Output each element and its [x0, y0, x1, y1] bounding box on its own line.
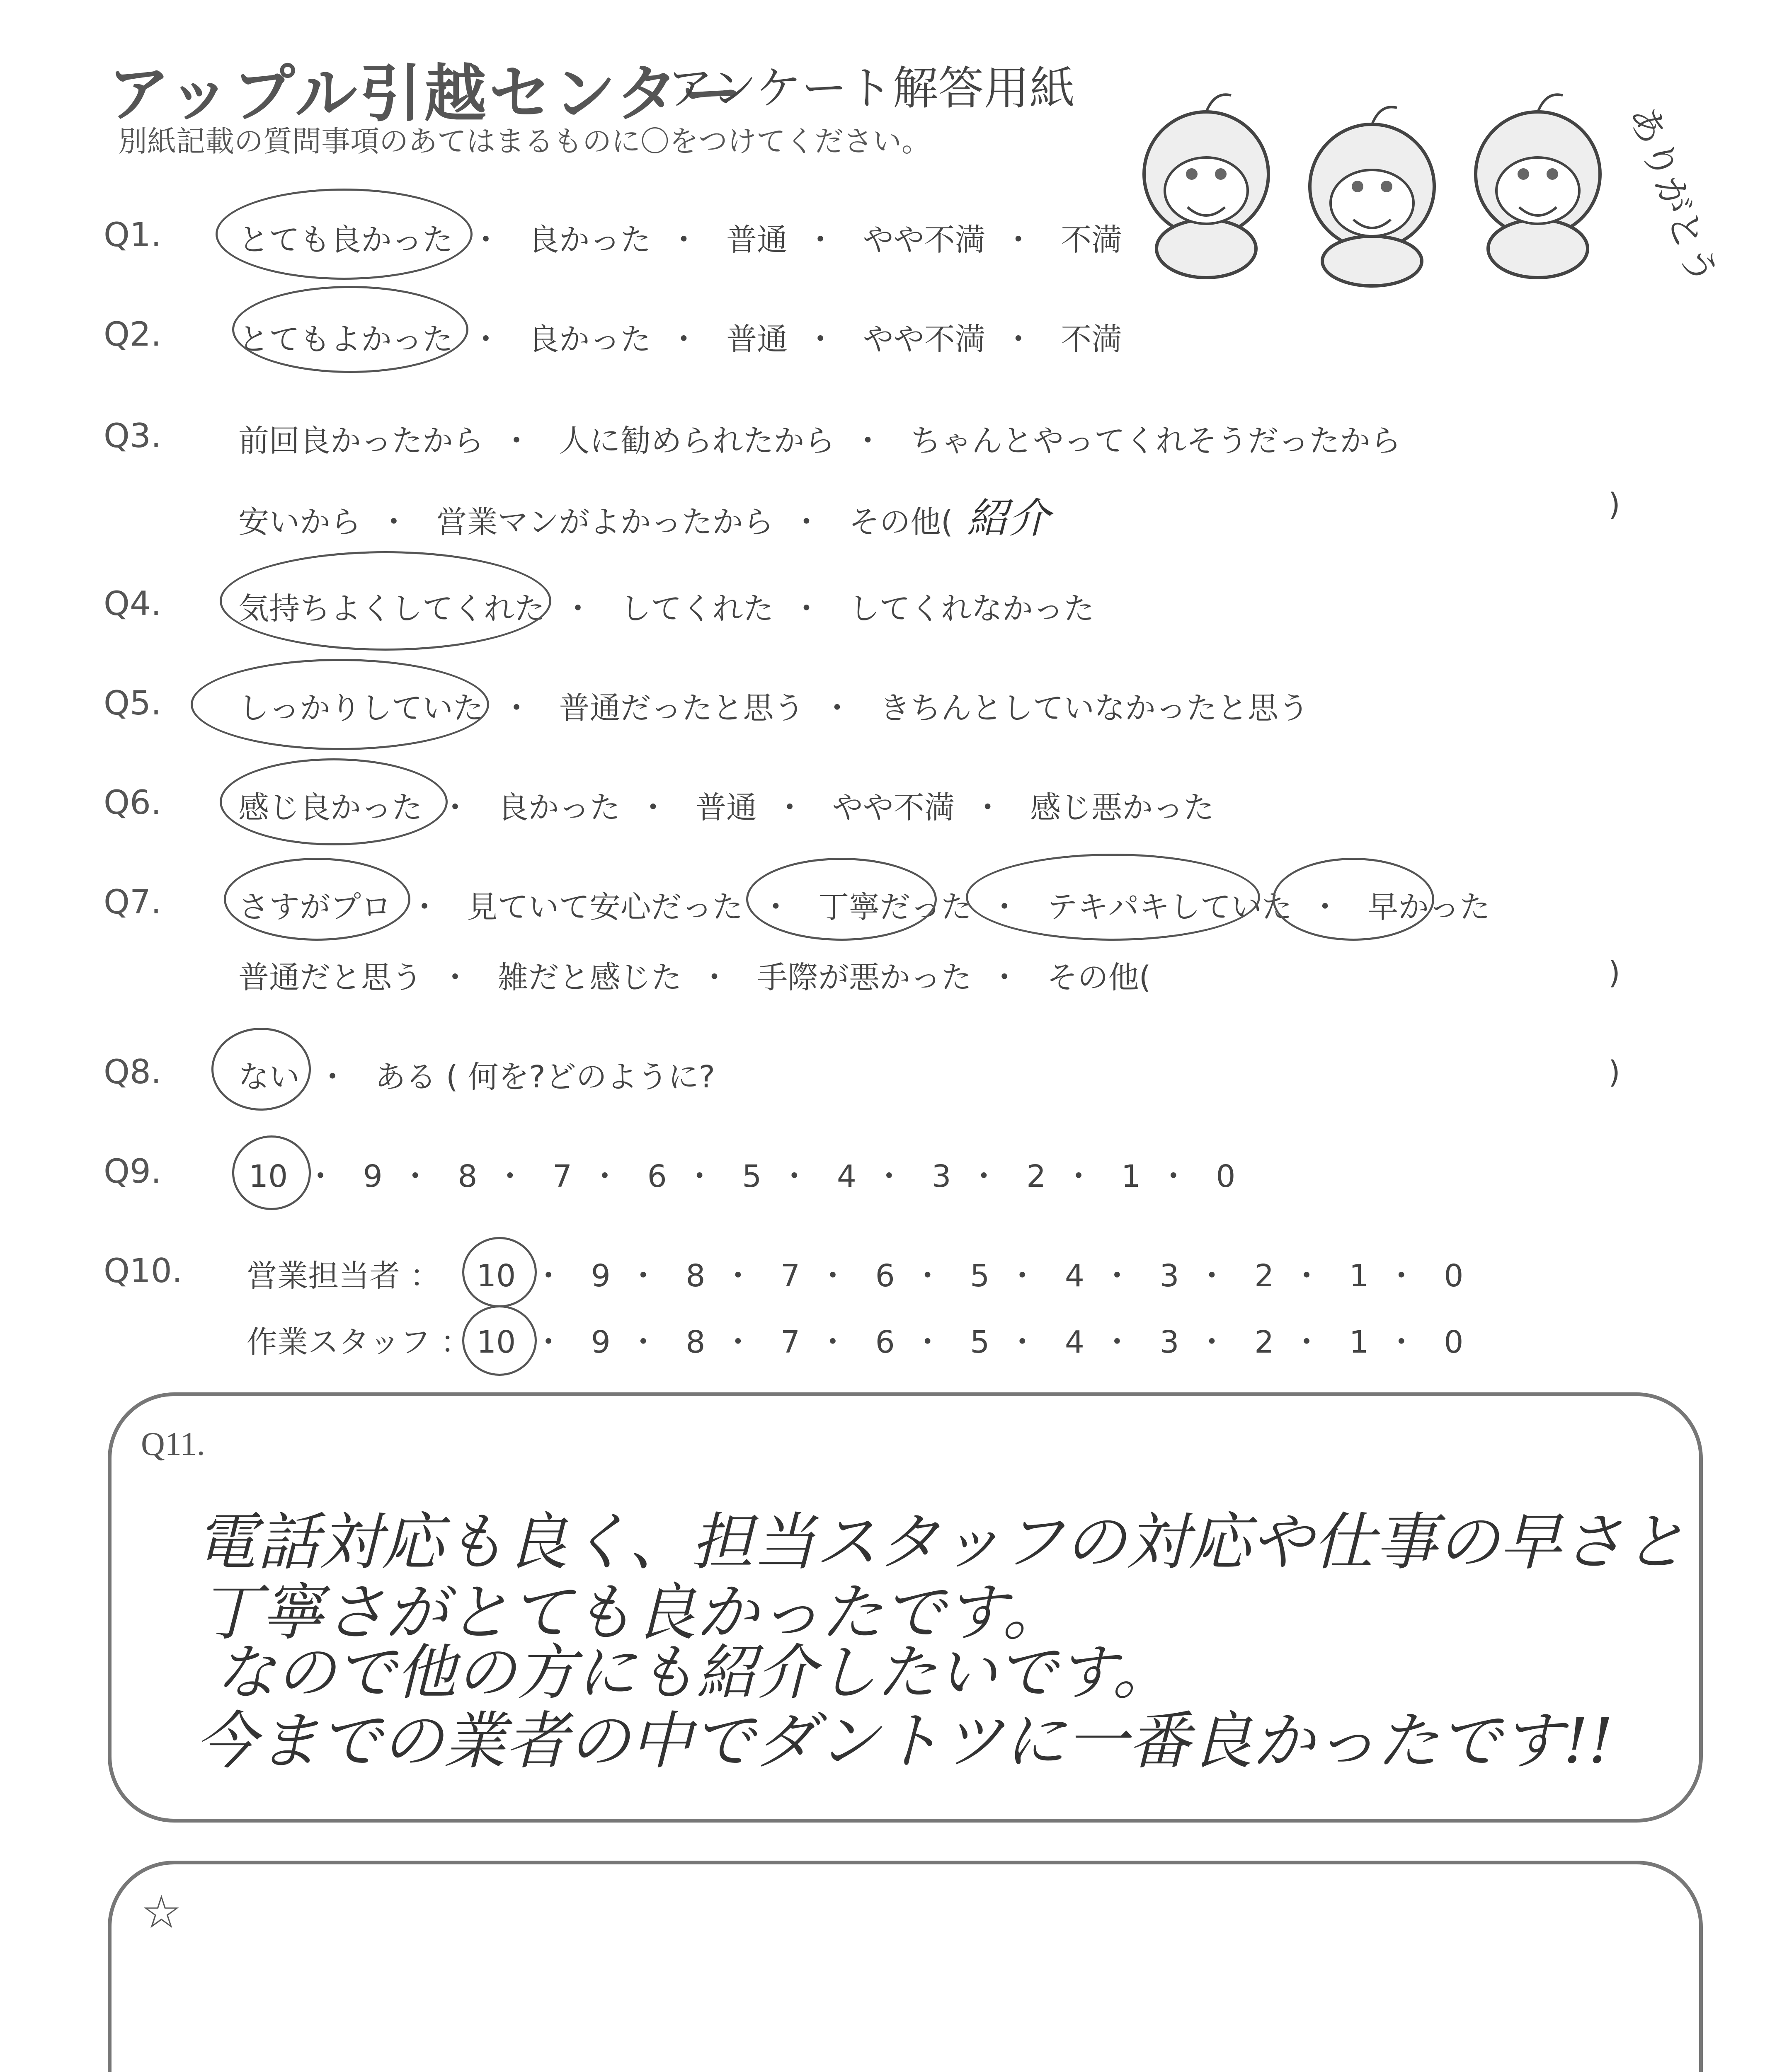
q10-score[interactable]: 4	[1064, 1258, 1084, 1294]
q10-sales-selection-circle	[462, 1237, 537, 1307]
q6-label: Q6.	[104, 783, 162, 822]
q10-score[interactable]: 9	[591, 1258, 611, 1294]
q3-option[interactable]: 営業マンがよかったから	[436, 504, 774, 540]
q10-score[interactable]: 2	[1254, 1324, 1274, 1360]
form-instruction: 別紙記載の質問事項のあてはまるものに〇をつけてください。	[118, 124, 931, 158]
q1-option[interactable]: 普通	[726, 222, 788, 258]
q10-score[interactable]: 1	[1349, 1324, 1369, 1360]
q10-row-sales-label: 営業担当者 ：	[247, 1258, 441, 1294]
q2-option[interactable]: やや不満	[863, 322, 986, 357]
q11-comment-line: なので他の方にも紹介したいです。	[216, 1638, 1173, 1708]
q9-score[interactable]: 10	[249, 1159, 288, 1194]
q1-option[interactable]: やや不満	[863, 222, 986, 258]
q9-label: Q9.	[104, 1152, 162, 1191]
q8-option[interactable]: ない	[238, 1059, 300, 1095]
q7-option[interactable]: さすがプロ	[238, 889, 392, 925]
q5-option[interactable]: 普通だったと思う	[559, 690, 805, 726]
q9-score[interactable]: 6	[647, 1159, 667, 1194]
q5-label: Q5.	[104, 684, 162, 722]
star-icon: ☆	[141, 1887, 182, 1938]
q10-score[interactable]: 1	[1349, 1258, 1369, 1294]
q2-selection-circle	[232, 286, 468, 373]
q10-score[interactable]: 10	[477, 1324, 516, 1360]
q4-label: Q4.	[104, 584, 162, 623]
q7-selection-circle-1	[224, 858, 410, 941]
q10-row-staff-label: 作業スタッフ ：	[247, 1324, 471, 1360]
q11-comment-line: 今までの業者の中でダントツに一番良かったです!!	[195, 1705, 1614, 1777]
q11-comment-line: 丁寧さがとても良かったです。	[199, 1577, 1065, 1649]
q1-option[interactable]: とても良かった	[238, 222, 453, 258]
q7-option[interactable]: 見ていて安心だった	[467, 889, 743, 925]
q11-comment-line: 電話対応も良く、担当スタッフの対応や仕事の早さと	[195, 1506, 1686, 1578]
q4-selection-circle	[220, 551, 551, 651]
q4-option[interactable]: 気持ちよくしてくれた	[238, 591, 545, 627]
q8-selection-circle	[211, 1028, 311, 1111]
q2-option[interactable]: とてもよかった	[238, 322, 453, 357]
q7-options-line1: さすがプロ ・ 見ていて安心だった ・ 丁寧だった ・ テキパキしていた ・ 早かった	[238, 883, 1490, 927]
q7-close-paren: )	[1608, 955, 1620, 991]
q10-score[interactable]: 3	[1159, 1258, 1179, 1294]
q10-score[interactable]: 2	[1254, 1258, 1274, 1294]
q9-score[interactable]: 3	[931, 1159, 951, 1194]
q7-option[interactable]: 手際が悪かった	[757, 960, 972, 995]
q6-option[interactable]: やや不満	[832, 790, 955, 825]
q3-other-answer[interactable]: 紹介	[967, 494, 1050, 542]
q1-selection-circle	[216, 189, 473, 280]
mascot-thanks-text: ありがとう	[1620, 100, 1725, 290]
q7-label: Q7.	[104, 883, 162, 921]
q10-sales-scale: 10 ・ 9 ・ 8 ・ 7 ・ 6 ・ 5 ・ 4 ・ 3 ・ 2 ・ 1 ・ 0	[477, 1258, 1464, 1294]
q4-options: 気持ちよくしてくれた ・ してくれた ・ してくれなかった	[238, 584, 1094, 628]
q6-option[interactable]: 感じ良かった	[238, 790, 422, 825]
q10-score[interactable]: 5	[970, 1324, 990, 1360]
q3-label: Q3.	[104, 416, 162, 455]
q7-option[interactable]: 普通だと思う	[238, 960, 422, 995]
q10-score[interactable]: 5	[970, 1258, 990, 1294]
q5-selection-circle	[191, 659, 489, 750]
q10-score[interactable]: 0	[1444, 1258, 1464, 1294]
q8-close-paren: )	[1608, 1055, 1620, 1090]
q7-selection-circle-4	[1273, 858, 1434, 941]
q10-score[interactable]: 8	[686, 1324, 706, 1360]
q5-option[interactable]: しっかりしていた	[238, 690, 484, 726]
star-comment-box[interactable]	[108, 1861, 1703, 2072]
q3-option[interactable]: 安いから	[238, 504, 361, 540]
q9-score[interactable]: 1	[1121, 1159, 1141, 1194]
q2-option[interactable]: 不満	[1061, 322, 1123, 357]
q10-staff-selection-circle	[462, 1305, 537, 1376]
q7-options-line2: 普通だと思う ・ 雑だと感じた ・ 手際が悪かった ・ その他(	[238, 953, 1151, 997]
q3-options-line2: 安いから ・ 営業マンがよかったから ・ その他( 紹介	[238, 494, 1050, 542]
q7-selection-circle-3	[966, 854, 1260, 941]
q3-options-line1: 前回良かったから ・ 人に勧められたから ・ ちゃんとやってくれそうだったから	[238, 416, 1401, 460]
q9-scale: 10 ・ 9 ・ 8 ・ 7 ・ 6 ・ 5 ・ 4 ・ 3 ・ 2 ・ 1 ・ 0	[249, 1159, 1236, 1194]
q5-option[interactable]: きちんとしていなかったと思う	[880, 690, 1309, 726]
q3-option[interactable]: 人に勧められたから	[559, 423, 835, 459]
q10-score[interactable]: 7	[780, 1258, 800, 1294]
q1-options: とても良かった ・ 良かった ・ 普通 ・ やや不満 ・ 不満	[238, 215, 1122, 259]
q7-option[interactable]: 丁寧だった	[818, 889, 972, 925]
q7-option[interactable]: テキパキしていた	[1047, 889, 1292, 925]
q10-score[interactable]: 10	[477, 1258, 516, 1294]
q1-option[interactable]: 良かった	[528, 222, 651, 258]
q8-options: ない ・ ある ( 何を?どのように?	[238, 1053, 715, 1097]
q10-score[interactable]: 3	[1159, 1324, 1179, 1360]
q3-other-label: その他(	[849, 504, 953, 540]
q3-close-paren: )	[1608, 487, 1620, 523]
q9-score[interactable]: 0	[1216, 1159, 1236, 1194]
q10-score[interactable]: 0	[1444, 1324, 1464, 1360]
q7-other-label: その他(	[1047, 960, 1151, 995]
q10-score[interactable]: 6	[875, 1258, 895, 1294]
q8-label: Q8.	[104, 1053, 162, 1091]
q4-option[interactable]: してくれた	[620, 591, 774, 627]
monkey-mascots-illustration	[1119, 50, 1725, 290]
q9-score[interactable]: 2	[1026, 1159, 1046, 1194]
q8-option[interactable]: ある ( 何を?どのように?	[375, 1059, 715, 1095]
q6-options: 感じ良かった ・ 良かった ・ 普通 ・ やや不満 ・ 感じ悪かった	[238, 783, 1214, 827]
q4-option[interactable]: してくれなかった	[849, 591, 1095, 627]
q2-options: とてもよかった ・ 良かった ・ 普通 ・ やや不満 ・ 不満	[238, 315, 1122, 359]
q2-option[interactable]: 普通	[726, 322, 788, 357]
q6-option[interactable]: 感じ悪かった	[1030, 790, 1215, 825]
q10-score[interactable]: 9	[591, 1324, 611, 1360]
q10-score[interactable]: 7	[780, 1324, 800, 1360]
q10-score[interactable]: 8	[686, 1258, 706, 1294]
q9-score[interactable]: 7	[552, 1159, 572, 1194]
q1-label: Q1.	[104, 215, 162, 254]
q6-selection-circle	[220, 758, 448, 845]
q2-option[interactable]: 良かった	[528, 322, 651, 357]
q7-option[interactable]: 早かった	[1367, 889, 1491, 925]
q9-score[interactable]: 4	[836, 1159, 856, 1194]
q11-label: Q11.	[141, 1426, 205, 1462]
q9-score[interactable]: 8	[458, 1159, 478, 1194]
q10-score[interactable]: 6	[875, 1324, 895, 1360]
q10-score[interactable]: 4	[1064, 1324, 1084, 1360]
q7-option[interactable]: 雑だと感じた	[497, 960, 682, 995]
q3-option[interactable]: 前回良かったから	[238, 423, 484, 459]
form-subtitle: アンケート解答用紙	[667, 62, 1075, 115]
q9-selection-circle	[232, 1135, 311, 1210]
company-title: アップル引越センター	[108, 58, 745, 130]
q5-options: しっかりしていた ・ 普通だったと思う ・ きちんとしていなかったと思う	[238, 684, 1309, 728]
q6-option[interactable]: 普通	[696, 790, 757, 825]
q3-option[interactable]: ちゃんとやってくれそうだったから	[910, 423, 1401, 459]
q6-option[interactable]: 良かった	[497, 790, 621, 825]
q2-label: Q2.	[104, 315, 162, 353]
q10-label: Q10.	[104, 1251, 183, 1290]
q9-score[interactable]: 5	[742, 1159, 762, 1194]
q10-staff-scale: 10 ・ 9 ・ 8 ・ 7 ・ 6 ・ 5 ・ 4 ・ 3 ・ 2 ・ 1 ・ 0	[477, 1324, 1464, 1360]
q9-score[interactable]: 9	[363, 1159, 383, 1194]
q7-selection-circle-2	[746, 858, 937, 941]
q1-option[interactable]: 不満	[1061, 222, 1123, 258]
